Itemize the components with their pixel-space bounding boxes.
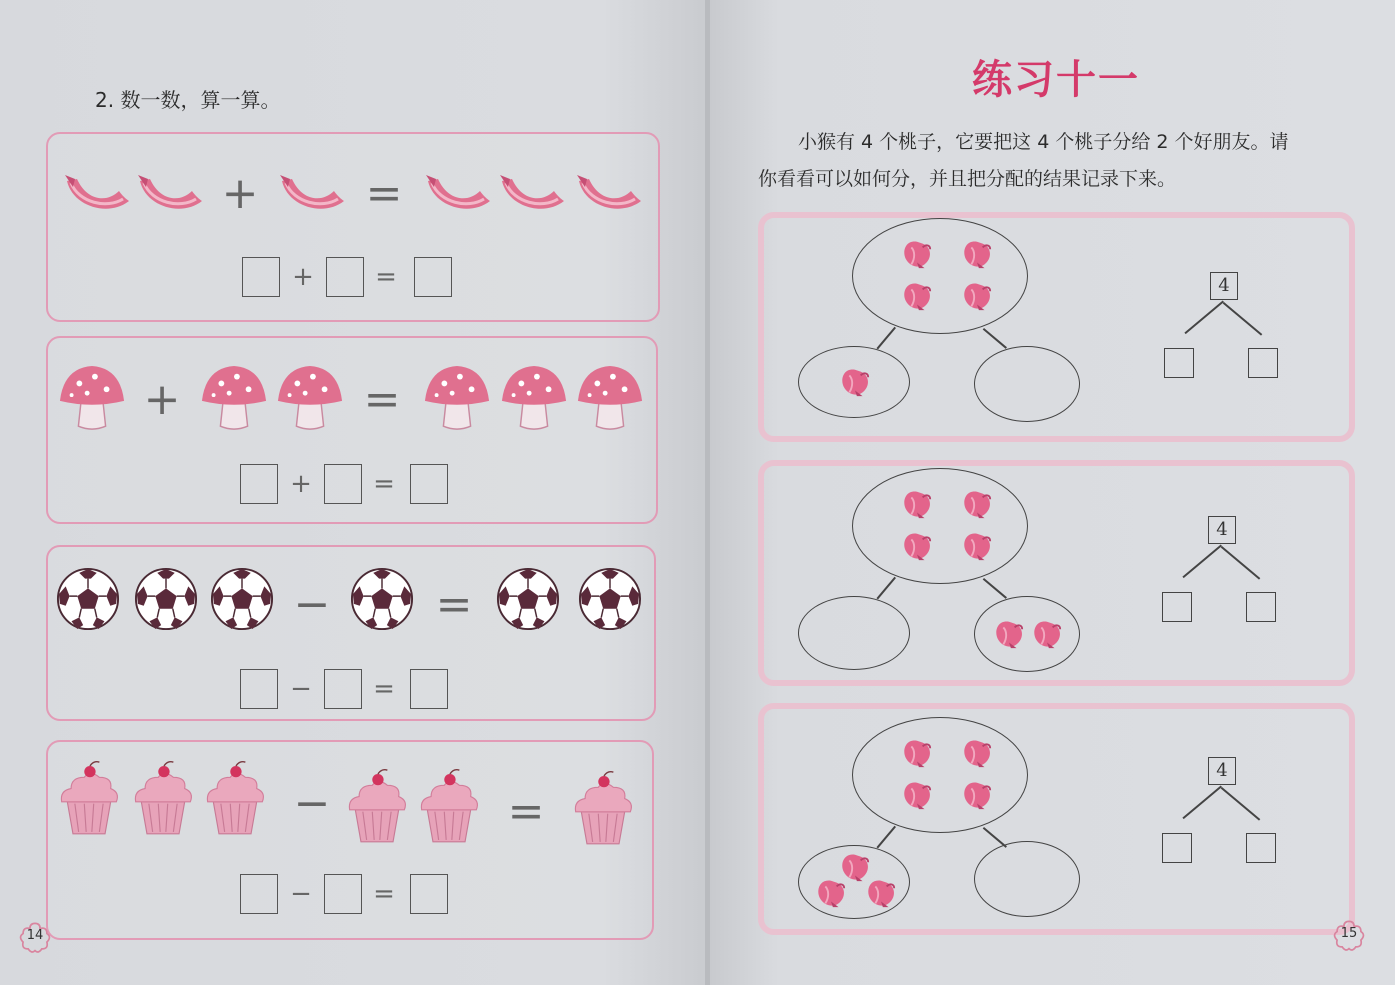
right-share-oval[interactable]: [974, 841, 1080, 917]
tree-answer-box-left[interactable]: [1162, 833, 1192, 863]
peach-icon: [900, 737, 934, 769]
soccer-ball-icon: [350, 567, 414, 631]
banana-icon: [63, 167, 133, 217]
peach-icon: [960, 737, 994, 769]
mushroom-icon: [576, 364, 644, 432]
page-title: 练习十一: [972, 57, 1140, 103]
soccer-ball-icon: [578, 567, 642, 631]
answer-box[interactable]: [414, 257, 452, 297]
cupcake-icon: [570, 770, 636, 846]
peach-icon: [838, 366, 872, 398]
answer-box[interactable]: [240, 464, 278, 504]
equals-sign: =: [365, 168, 403, 219]
answer-operator: +: [290, 469, 312, 499]
cupcake-icon: [416, 768, 482, 844]
tree-answer-box-right[interactable]: [1246, 592, 1276, 622]
mushroom-icon: [58, 364, 126, 432]
exercise-box-3: [758, 703, 1355, 935]
problem-box-3: [46, 545, 656, 721]
answer-operator: −: [290, 674, 312, 704]
answer-box[interactable]: [240, 669, 278, 709]
answer-box[interactable]: [324, 669, 362, 709]
tree-answer-box-right[interactable]: [1248, 348, 1278, 378]
peach-icon: [992, 618, 1026, 650]
mushroom-icon: [423, 364, 491, 432]
cupcake-icon: [56, 760, 122, 836]
mushroom-icon: [500, 364, 568, 432]
tree-top-number: 4: [1208, 516, 1236, 544]
peach-icon: [900, 238, 934, 270]
banana-icon: [278, 167, 348, 217]
cupcake-icon: [202, 760, 268, 836]
soccer-ball-icon: [496, 567, 560, 631]
total-peach-oval: [852, 468, 1028, 584]
peach-icon: [864, 877, 898, 909]
operator-sign: −: [293, 778, 331, 829]
total-peach-oval: [852, 218, 1028, 334]
page-number: 14: [26, 928, 44, 943]
problem-box-1: [46, 132, 660, 322]
answer-box[interactable]: [410, 464, 448, 504]
soccer-ball-icon: [56, 567, 120, 631]
intro-text-line-2: 你看看可以如何分，并且把分配的结果记录下来。: [758, 168, 1177, 190]
answer-equals: =: [373, 674, 395, 704]
peach-icon: [960, 488, 994, 520]
problem-box-4: [46, 740, 654, 940]
banana-icon: [136, 167, 206, 217]
page-number-badge: [1332, 918, 1366, 952]
answer-box[interactable]: [410, 874, 448, 914]
right-share-oval[interactable]: [974, 346, 1080, 422]
exercise-box-2: [758, 460, 1355, 686]
banana-icon: [498, 167, 568, 217]
peach-icon: [900, 280, 934, 312]
right-page: [710, 0, 1395, 985]
operator-sign: +: [143, 374, 181, 425]
answer-box[interactable]: [410, 669, 448, 709]
answer-box[interactable]: [240, 874, 278, 914]
total-peach-oval: [852, 717, 1028, 833]
answer-equals: =: [373, 469, 395, 499]
cupcake-icon: [130, 760, 196, 836]
right-share-oval[interactable]: [974, 596, 1080, 672]
tree-top-number: 4: [1210, 272, 1238, 300]
intro-text-line-1: 小猴有 4 个桃子，它要把这 4 个桃子分给 2 个好朋友。请: [798, 131, 1289, 153]
operator-sign: +: [221, 168, 259, 219]
tree-answer-box-left[interactable]: [1162, 592, 1192, 622]
peach-icon: [960, 238, 994, 270]
equals-sign: =: [507, 786, 545, 837]
answer-box[interactable]: [324, 874, 362, 914]
equals-sign: =: [435, 579, 473, 630]
answer-box[interactable]: [326, 257, 364, 297]
mushroom-icon: [276, 364, 344, 432]
peach-icon: [960, 280, 994, 312]
answer-equals: =: [375, 262, 397, 292]
answer-operator: −: [290, 879, 312, 909]
soccer-ball-icon: [210, 567, 274, 631]
operator-sign: −: [293, 579, 331, 630]
exercise-box-1: [758, 212, 1355, 442]
problem-box-2: [46, 336, 658, 524]
page-number: 15: [1340, 926, 1358, 941]
peach-icon: [900, 779, 934, 811]
tree-answer-box-left[interactable]: [1164, 348, 1194, 378]
equals-sign: =: [363, 374, 401, 425]
peach-icon: [960, 530, 994, 562]
mushroom-icon: [200, 364, 268, 432]
answer-equals: =: [373, 879, 395, 909]
peach-icon: [1030, 618, 1064, 650]
cupcake-icon: [344, 768, 410, 844]
left-share-oval[interactable]: [798, 596, 910, 670]
peach-icon: [900, 488, 934, 520]
peach-icon: [960, 779, 994, 811]
answer-operator: +: [292, 262, 314, 292]
tree-top-number: 4: [1208, 757, 1236, 785]
banana-icon: [575, 167, 645, 217]
banana-icon: [424, 167, 494, 217]
peach-icon: [814, 877, 848, 909]
answer-box[interactable]: [242, 257, 280, 297]
exercise-heading: 2. 数一数，算一算。: [95, 88, 281, 112]
soccer-ball-icon: [134, 567, 198, 631]
tree-answer-box-right[interactable]: [1246, 833, 1276, 863]
peach-icon: [900, 530, 934, 562]
answer-box[interactable]: [324, 464, 362, 504]
page-number-badge: [18, 920, 52, 954]
